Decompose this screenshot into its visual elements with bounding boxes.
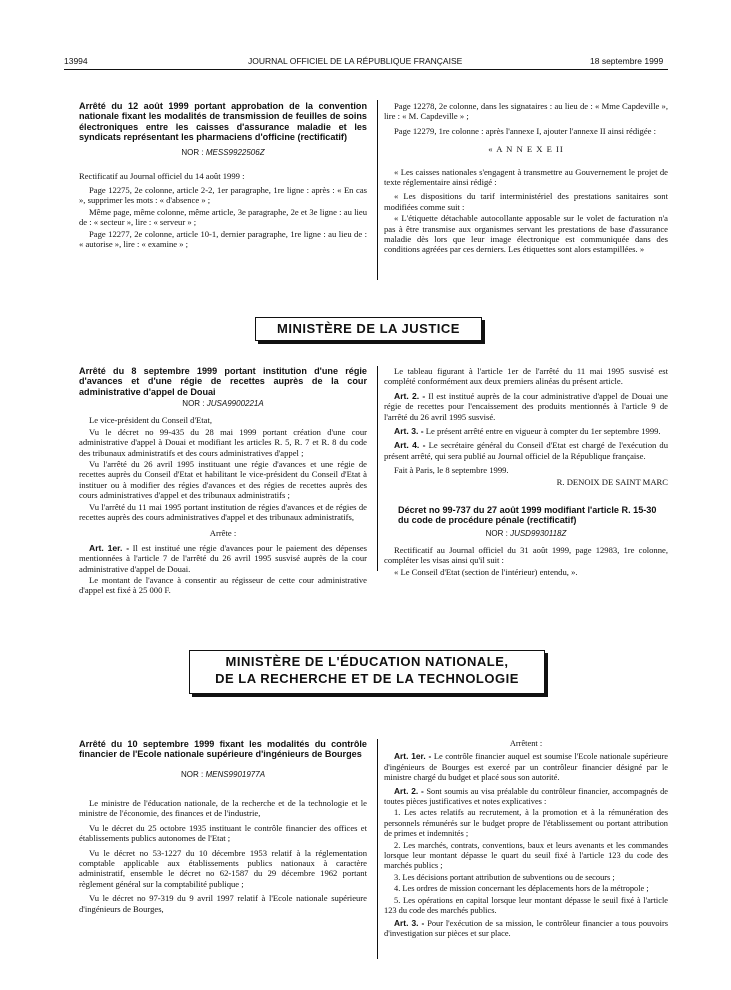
article-3: Art. 3. - Pour l'exécution de sa mission, le contrôleur financier a tous pouvoirs d'investigation sur pièces et sur place.: [384, 917, 668, 938]
article-4: Art. 4. - Le secrétaire général du Conseil d'Etat est chargé de l'exécution du présent arrêté, qui sera publié au Journal officiel de la République française.: [384, 440, 668, 461]
arrete-pharmaciens: [79, 101, 367, 250]
arrete-pharmaciens-continued: [384, 101, 668, 256]
paragraph: Vu le décret no 53-1227 du 10 décembre 1953 relatif à la réglementation comptable applicable aux établissements publics nationaux à caractère administratif, ensemble le décret no 62-1587 du 29 décembre 1962 portant règlement général sur la comptabilité publique ;: [79, 847, 367, 889]
paragraph: Vu l'arrêté du 26 avril 1995 instituant une régie d'avances et une régie de recettes auprès du Conseil d'Etat et habilitant le vice-président du Conseil d'Etat à instituer ou à modifier des régies d'avances et des régies de recettes auprès des cours administratives d'appel et des tribunaux administratifs ;: [79, 458, 367, 501]
paragraph: Vu le décret no 99-435 du 28 mai 1999 portant création d'une cour administrative d'appel à Douai et modifiant les articles R. 5, R. 7 et R. 8 du code des tribunaux administratifs et des cours administratives d'appel ;: [79, 426, 367, 458]
article-2: Art. 2. - Il est institué auprès de la cour administrative d'appel de Douai une régie de recettes pour l'encaissement des produits mentionnés à l'article 9 de l'arrêté du 26 avril 1995 susvisé.: [384, 390, 668, 422]
paragraph: Rectificatif au Journal officiel du 31 août 1999, page 12983, 1re colonne, compléter les visas ainsi qu'il suit :: [384, 545, 668, 566]
column-rule: [377, 739, 378, 959]
article-title: Arrêté du 8 septembre 1999 portant institution d'une régie d'avances et d'une régie de recettes auprès de la cour administrative d'appel de Douai: [79, 366, 367, 397]
paragraph: Le vice-président du Conseil d'Etat,: [89, 415, 213, 426]
paragraph: Le ministre de l'éducation nationale, de la recherche et de la technologie et le ministre de l'économie, des finances et de l'industrie,: [79, 798, 367, 819]
arrete-bourges-continued: [384, 739, 668, 940]
column-rule: [377, 100, 378, 280]
paragraph: Vu le décret du 25 octobre 1935 instituant le contrôle financier des offices et établissements publics autonomes de l'Etat ;: [79, 822, 367, 844]
header-rule: [64, 69, 668, 70]
paragraph: « Le Conseil d'Etat (section de l'intérieur) entendu, ».: [394, 566, 578, 577]
arrete-bourges: [79, 739, 367, 915]
issue-date: 18 septembre 1999: [590, 56, 664, 66]
ministry-banner-education: [189, 650, 545, 694]
arrete-label: Arrête :: [209, 528, 237, 539]
paragraph: Page 12279, 1re colonne : après l'annexe I, ajouter l'annexe II ainsi rédigée :: [394, 125, 657, 136]
list-item: 2. Les marchés, contrats, conventions, baux et leurs avenants et les commandes lorsque leur montant dépasse le quart du seuil fixé à l'article 123 du code des marchés publics ;: [384, 840, 668, 871]
annex-heading: « A N N E X E II: [488, 144, 564, 155]
signature-date: Fait à Paris, le 8 septembre 1999.: [394, 465, 509, 476]
article-1: Art. 1er. - Il est institué une régie d'avances pour le paiement des dépenses mentionnées à l'article 7 de l'arrêté du 26 avril 1995 susvisé auprès de la cour administrative d'appel de Douai.: [79, 542, 367, 574]
paragraph: « Les caisses nationales s'engagent à transmettre au Gouvernement le projet de texte réglementaire ainsi rédigé :: [384, 166, 668, 188]
paragraph: Le tableau figurant à l'article 1er de l'arrêté du 11 mai 1995 susvisé est complété conformément aux deux premiers alinéas du présent article.: [384, 366, 668, 387]
arretent-label: Arrêtent :: [509, 739, 543, 748]
journal-title: JOURNAL OFFICIEL DE LA RÉPUBLIQUE FRANÇAISE: [248, 56, 463, 66]
arrete-regie-douai: [79, 366, 367, 597]
ministry-line: DE LA RECHERCHE ET DE LA TECHNOLOGIE: [215, 671, 519, 686]
article-title: Arrêté du 12 août 1999 portant approbation de la convention nationale fixant les modalités de transmission de feuilles de soins électroniques entre les caisses d'assurance maladie et les syndicats représentant les pharmaciens d'officine (rectificatif): [79, 101, 367, 142]
nor-reference: NOR : MESS9922506Z: [181, 148, 265, 158]
article-title: Décret no 99-737 du 27 août 1999 modifiant l'article R. 15-30 du code de procédure pénale (rectificatif): [398, 505, 657, 526]
paragraph: Page 12275, 2e colonne, article 2-2, 1er paragraphe, 1re ligne : après : « En cas », supprimer les mots : « d'absence » ;: [79, 185, 367, 206]
paragraph: Le montant de l'avance à consentir au régisseur de cette cour administrative d'appel est fixé à 25 000 F.: [79, 574, 367, 596]
article-3: Art. 3. - Le présent arrêté entre en vigueur à compter du 1er septembre 1999.: [394, 426, 661, 437]
list-item: 4. Les ordres de mission concernant les déplacements hors de la métropole ;: [394, 884, 649, 894]
paragraph: Même page, même colonne, même article, 3e paragraphe, 2e et 3e ligne : au lieu de : « secteur », lire : « serveur » ;: [79, 206, 367, 228]
paragraph: Rectificatif au Journal officiel du 14 août 1999 :: [79, 170, 245, 181]
paragraph: Vu l'arrêté du 11 mai 1995 portant institution de régies d'avances et de régies de recettes auprès des cours administratives d'appel et des tribunaux administratifs,: [79, 501, 367, 522]
article-title: Arrêté du 10 septembre 1999 fixant les modalités du contrôle financier de l'Ecole nationale supérieure d'ingénieurs de Bourges: [79, 739, 367, 760]
column-rule: [377, 366, 378, 571]
list-item: 1. Les actes relatifs au recrutement, à la promotion et à la rémunération des personnels rémunérés sur le budget propre de l'établissement ou portant attribution de primes et indemnités ;: [384, 808, 668, 839]
paragraph: Vu le décret no 97-319 du 9 avril 1997 relatif à l'Ecole nationale supérieure d'ingénieurs de Bourges,: [79, 893, 367, 914]
paragraph: « L'étiquette détachable autocollante apposable sur le volet de facturation n'a pas à être transmise aux organismes servant les prestations de base d'assurance maladie dès lors que leur image électronique est communiquée dans des conditions agréées par ces derniers. Les étiquettes sont alors estampillées. »: [384, 213, 668, 255]
arrete-regie-douai-continued: [384, 366, 668, 578]
nor-reference: NOR : MENS9901977A: [180, 769, 266, 779]
ministry-banner-justice: MINISTÈRE DE LA JUSTICE: [255, 317, 482, 341]
list-item: 3. Les décisions portant attribution de subventions ou de secours ;: [394, 872, 615, 882]
nor-reference: NOR : JUSD9930118Z: [485, 528, 567, 538]
paragraph: « Les dispositions du tarif interministériel des prestations sanitaires sont modifiées comme suit :: [384, 191, 668, 212]
nor-reference: NOR : JUSA9900221A: [182, 398, 264, 408]
signature: R. DENOIX DE SAINT MARC: [556, 476, 668, 487]
article-2: Art. 2. - Sont soumis au visa préalable du contrôleur financier, accompagnés de toutes pièces justificatives et notes explicatives :: [384, 785, 669, 807]
ministry-line: MINISTÈRE DE L'ÉDUCATION NATIONALE,: [225, 654, 509, 669]
paragraph: Page 12277, 2e colonne, article 10-1, dernier paragraphe, 1re ligne : au lieu de : « autorise », lire : « examine » ;: [79, 228, 367, 250]
list-item: 5. Les opérations en capital lorsque leur montant dépasse le seuil fixé à l'article 123 du code des marchés publics.: [384, 895, 668, 916]
page-number: 13994: [64, 56, 88, 66]
paragraph: Page 12278, 2e colonne, dans les signataires : au lieu de : « Mme Capdeville », lire : « M. Capdeville » ;: [384, 101, 668, 122]
article-1: Art. 1er. - Le contrôle financier auquel est soumise l'Ecole nationale supérieure d'ingénieurs de Bourges est exercé par un contrôleur financier désigné par le ministre chargé du budget et placé sous son autorité.: [384, 751, 668, 783]
